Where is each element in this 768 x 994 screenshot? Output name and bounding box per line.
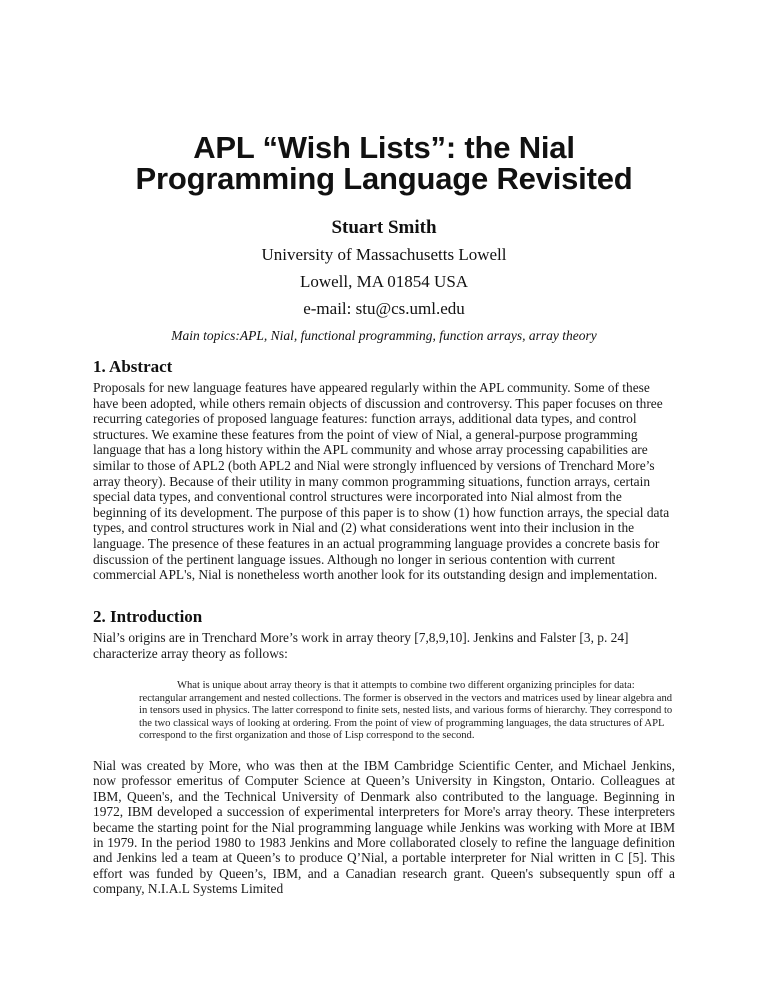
block-quote: What is unique about array theory is that it attempts to combine two different organizing principles for data: rectangular arrangement and nested collections. The former is observed in the vectors and matrices used by linear algebra and in tensors used in physics. The latter correspond to finite sets, nested lists, and various forms of hierarchy. They correspond to the two classical ways of looking at ordering. From the point of view of programming languages, the data structures of APL correspond to the first organization and those of Lisp correspond to the second.: [139, 680, 673, 742]
title-line-2: Programming Language Revisited: [135, 161, 633, 196]
author-name: Stuart Smith: [331, 217, 437, 238]
author-email: e-mail: stu@cs.uml.edu: [303, 299, 465, 318]
section-heading-introduction: 2. Introduction: [93, 607, 203, 626]
affiliation-university: University of Massachusetts Lowell: [261, 245, 507, 264]
intro-paragraph-2: Nial was created by More, who was then at the IBM Cambridge Scientific Center, and Michael Jenkins, now professor emeritus of Computer Science at Queen’s University in Kingston, Ontario. Colleagues at IBM, Queen's, and the Technical University of Denmark also contributed to the language. Beginning in 1972, IBM developed a succession of experimental interpreters for More's array theory. These interpreters became the starting point for the Nial programming language while Jenkins was working with More at IBM in 1979. In the period 1980 to 1983 Jenkins and More collaborated closely to refine the language definition and Jenkins led a team at Queen’s to produce Q’Nial, a portable interpreter for Nial written in C [5]. This effort was funded by Queen’s, IBM, and a Canadian research grant. Queen's subsequently spun off a company, N.I.A.L Systems Limited: [93, 758, 675, 897]
abstract-paragraph: Proposals for new language features have appeared regularly within the APL community. Some of these have been adopted, while others remain objects of discussion and controversy. This paper focuses on three recurring categories of proposed language features: function arrays, additional data types, and control structures. We examine these features from the point of view of Nial, a general-purpose programming language that has a long history within the APL community and whose array processing capabilities are similar to those of APL2 (both APL2 and Nial were strongly influenced by versions of Trenchard More’s array theory). Because of their utility in many common programming situations, function arrays, certain special data types, and conventional control structures were incorporated into Nial almost from the beginning of its development. The purpose of this paper is to show (1) how function arrays, the special data types, and control structures work in Nial and (2) what considerations went into their inclusion in the language. The presence of these features in an actual programming language provides a concrete basis for discussion of the pertinent language issues. Although no longer in serious contention with current commercial APL's, Nial is nonetheless worth another look for its outstanding design and implementation.: [93, 380, 670, 583]
section-heading-abstract: 1. Abstract: [93, 357, 173, 376]
paper-title: [0, 132, 768, 194]
author-block: [0, 214, 768, 322]
intro-paragraph-1: Nial’s origins are in Trenchard More’s work in array theory [7,8,9,10]. Jenkins and Falster [3, p. 24] characterize array theory as follows:: [93, 630, 629, 661]
affiliation-address: Lowell, MA 01854 USA: [299, 272, 469, 291]
title-line-1: APL “Wish Lists”: the Nial: [193, 130, 575, 165]
main-topics: Main topics:APL, Nial, functional programming, function arrays, array theory: [171, 328, 597, 343]
